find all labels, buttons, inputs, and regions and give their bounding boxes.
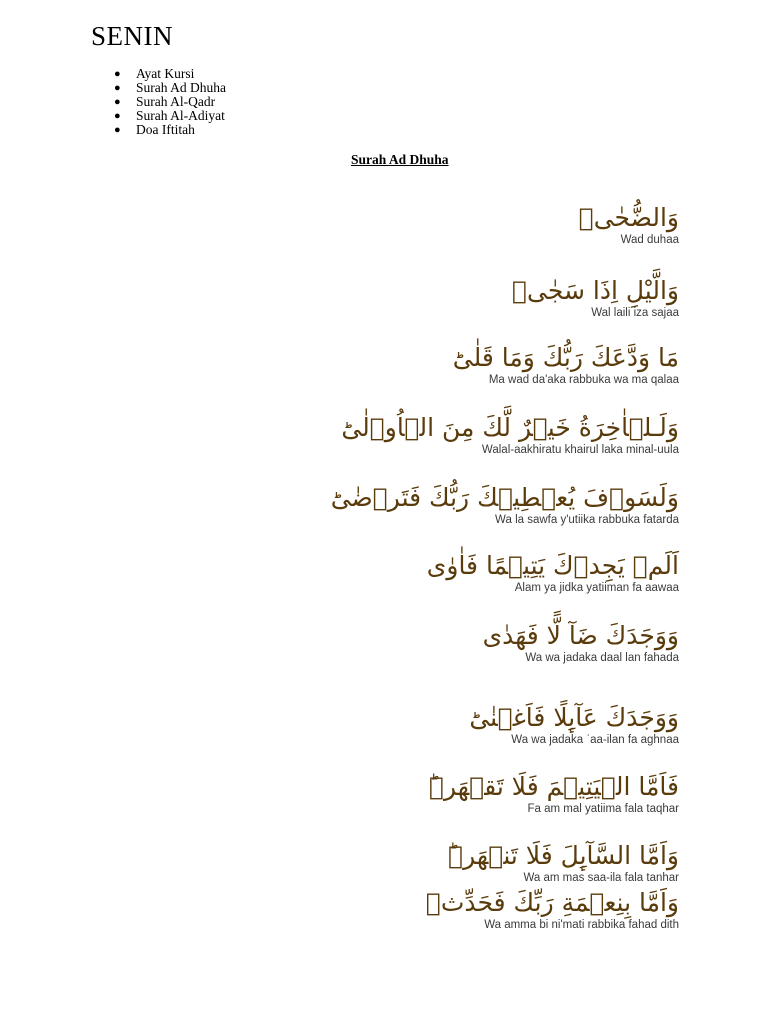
section-heading: Surah Ad Dhuha (351, 152, 449, 167)
verse-transliteration: Fa am mal yatiima fala taqhar (527, 803, 679, 815)
verse-transliteration: Wa am mas saa-ila fala tanhar (523, 872, 679, 884)
list-item-label: Surah Al-Adiyat (136, 108, 225, 123)
verse-arabic: وَاَمَّا بِنِعۡمَةِ رَبِّكَ فَحَدِّثۡ (425, 888, 679, 917)
verse-block (119, 343, 679, 387)
verse-block (119, 203, 679, 247)
bullet-icon: ● (114, 68, 121, 80)
list-item (112, 67, 226, 81)
bullet-icon: ● (114, 124, 121, 136)
verse-block (119, 841, 679, 885)
list-item-label: Ayat Kursi (136, 66, 195, 81)
verse-transliteration: Wad duhaa (620, 234, 679, 246)
verse-arabic: وَوَجَدَكَ عَآٮِٕلًا فَاَغۡنٰىؕ (469, 703, 679, 732)
verse-arabic: وَلَسَوۡفَ يُعۡطِيۡكَ رَبُّكَ فَتَرۡضٰىؕ (330, 483, 679, 512)
verse-block (119, 703, 679, 747)
verse-block (119, 551, 679, 595)
verse-block (119, 888, 679, 932)
page-title: SENIN (91, 21, 173, 51)
bullet-icon: ● (114, 110, 121, 122)
verse-arabic: وَالضُّحٰىۙ (578, 203, 679, 232)
list-item (112, 109, 226, 123)
list-item (112, 81, 226, 95)
verse-block (119, 621, 679, 665)
list-item (112, 123, 226, 137)
verse-transliteration: Wal laili iza sajaa (591, 307, 679, 319)
verse-transliteration: Ma wad da'aka rabbuka wa ma qalaa (488, 374, 679, 386)
verse-block (119, 483, 679, 527)
list-item (112, 95, 226, 109)
verse-transliteration: Alam ya jidka yatiiman fa aawaa (514, 582, 679, 594)
list-item-label: Doa Iftitah (136, 122, 195, 137)
verse-block (119, 413, 679, 457)
verse-transliteration: Wa wa jadaka ʿaa-ilan fa aghnaa (511, 734, 679, 746)
verse-arabic: وَوَجَدَكَ ضَآ لًّا فَهَدٰى (482, 621, 679, 650)
list-item-label: Surah Ad Dhuha (136, 80, 226, 95)
verse-block (119, 772, 679, 816)
verse-arabic: فَاَمَّا الۡيَتِيۡمَ فَلَا تَقۡهَرۡؕ (428, 772, 679, 801)
verse-arabic: وَلَـلۡاٰخِرَةُ خَيۡرٌ لَّكَ مِنَ الۡاُوۡلٰىؕ (341, 413, 679, 442)
bullet-icon: ● (114, 82, 121, 94)
verse-transliteration: Wa wa jadaka daal lan fahada (525, 652, 679, 664)
verse-arabic: مَا وَدَّعَكَ رَبُّكَ وَمَا قَلٰىؕ (452, 343, 679, 372)
bullet-icon: ● (114, 96, 121, 108)
verse-arabic: وَالَّيْلِ اِذَا سَجٰىۙ (512, 276, 679, 305)
verse-transliteration: Walal-aakhiratu khairul laka minal-uula (481, 444, 679, 456)
list-item-label: Surah Al-Qadr (136, 94, 216, 109)
verse-arabic: اَلَمۡ يَجِدۡكَ يَتِيۡمًا فَاٰوٰى (426, 551, 679, 580)
surah-list (112, 67, 226, 137)
verse-transliteration: Wa la sawfa y'utiika rabbuka fatarda (495, 514, 679, 526)
verse-arabic: وَاَمَّا السَّآٮِٕلَ فَلَا تَنۡهَرۡؕ (448, 841, 679, 870)
verse-block (119, 276, 679, 320)
verse-transliteration: Wa amma bi ni'mati rabbika fahad dith (484, 919, 679, 931)
